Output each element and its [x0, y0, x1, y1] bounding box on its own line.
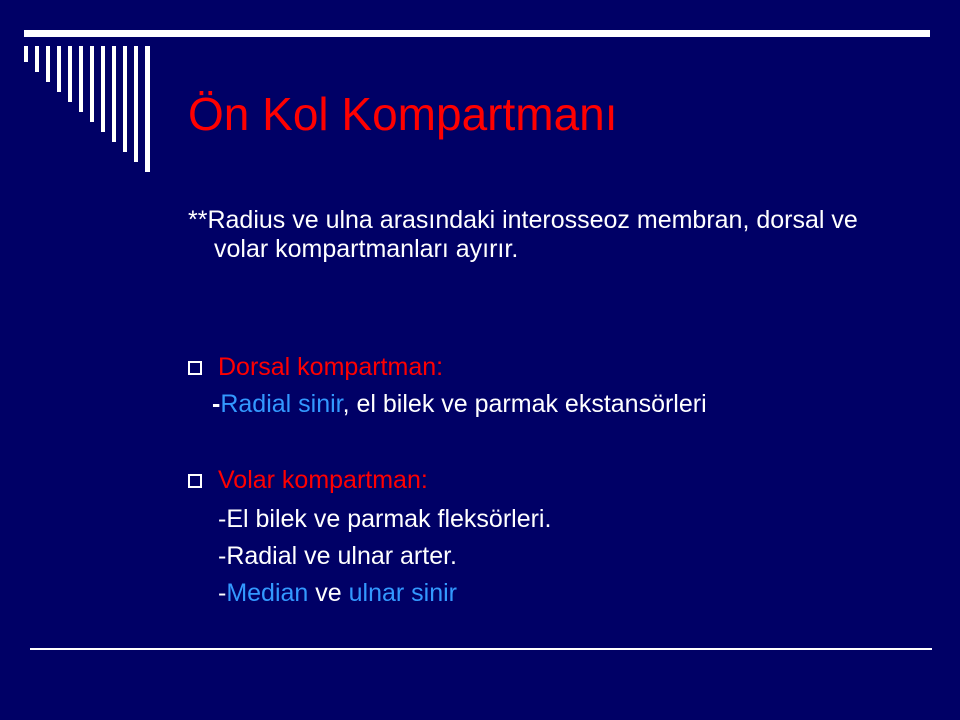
radial-nerve-text: Radial sinir [220, 390, 343, 418]
dorsal-line-rest: , el bilek ve parmak ekstansörleri [342, 390, 707, 418]
slide-title: Ön Kol Kompartmanı [188, 88, 618, 140]
dash: - [218, 579, 227, 607]
dash: - [212, 390, 221, 418]
volar-heading: Volar kompartman: [218, 466, 428, 494]
hollow-square-icon [188, 474, 202, 488]
vertical-bars-icon [0, 0, 200, 200]
hollow-square-icon [188, 361, 202, 375]
connector-text: ve [308, 579, 349, 607]
bottom-rule [30, 648, 932, 650]
volar-line-1: -El bilek ve parmak fleksörleri. [218, 505, 552, 533]
median-nerve-text: Median [226, 579, 309, 607]
volar-line-3 [218, 579, 457, 608]
dorsal-line-1 [212, 390, 707, 419]
intro-text: **Radius ve ulna arasındaki interosseoz membran, dorsal ve volar kompartmanları ayırır. [188, 206, 858, 263]
dorsal-heading: Dorsal kompartman: [218, 353, 444, 381]
ulnar-nerve-text: ulnar sinir [348, 579, 457, 607]
volar-line-2: -Radial ve ulnar arter. [218, 542, 458, 570]
